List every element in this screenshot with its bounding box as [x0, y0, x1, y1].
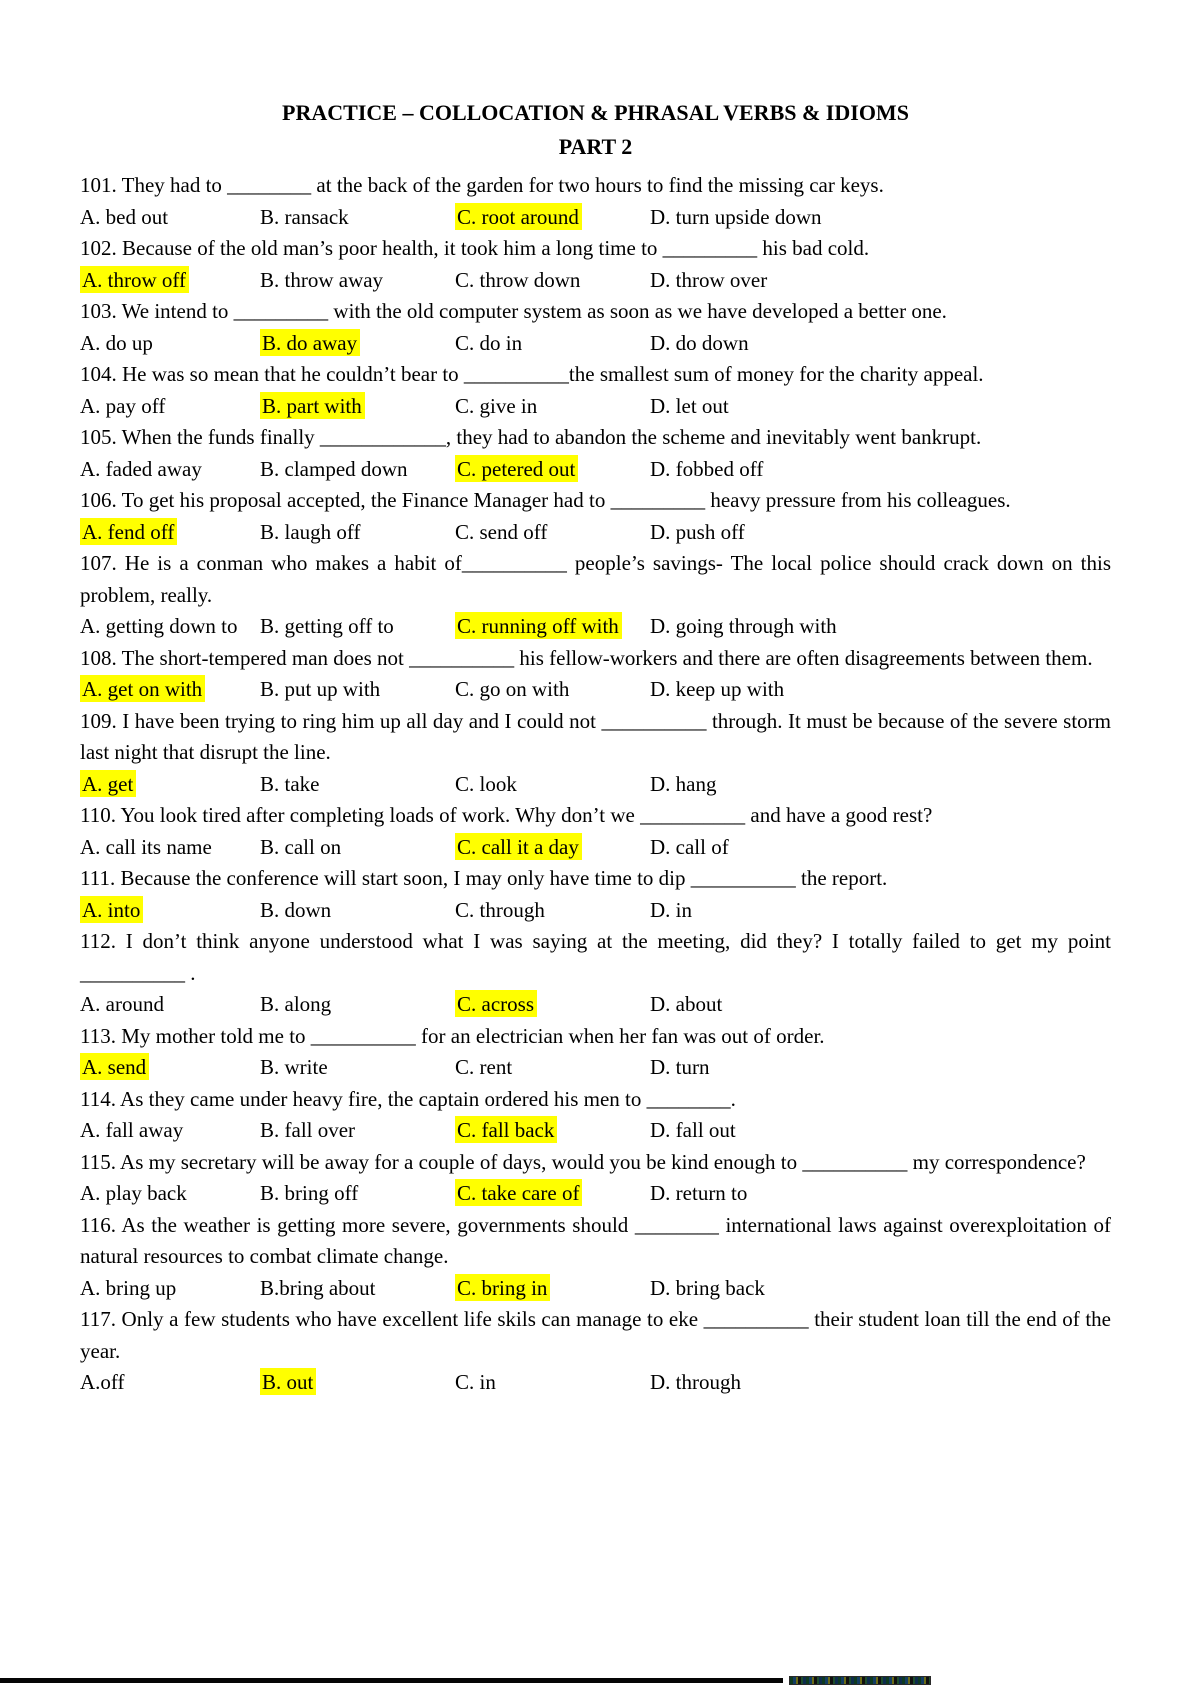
option-b-label: B. ransack — [260, 204, 349, 229]
option-c — [455, 1367, 650, 1399]
question-block — [80, 485, 1111, 548]
option-c — [455, 202, 650, 234]
option-b — [260, 265, 455, 297]
option-c — [455, 1115, 650, 1147]
option-c-label: C. take care of — [455, 1179, 582, 1206]
option-d — [650, 769, 1111, 801]
options-row — [80, 769, 1111, 801]
option-a — [80, 202, 260, 234]
option-c-label: C. running off with — [455, 612, 622, 639]
option-d-label: D. in — [650, 897, 692, 922]
option-d-label: D. going through with — [650, 614, 837, 638]
option-b — [260, 1367, 455, 1399]
option-a-label: A.off — [80, 1370, 125, 1394]
option-b-label: B. along — [260, 992, 332, 1016]
option-b — [260, 769, 455, 801]
option-b — [260, 1052, 455, 1084]
option-d-label: D. let out — [650, 393, 729, 418]
option-b — [260, 517, 455, 549]
option-a — [80, 1178, 260, 1210]
option-c-label: C. do in — [455, 330, 523, 355]
question-text: 112. I don’t think anyone understood what I was saying at the meeting, did they? I totally failed to get my point __________ . — [80, 929, 1111, 985]
option-b — [260, 202, 455, 234]
option-d-label: D. through — [650, 1370, 741, 1394]
option-a — [80, 1273, 260, 1305]
option-a-label: A. play back — [80, 1181, 187, 1205]
option-b — [260, 1178, 455, 1210]
option-b-label: B. call on — [260, 834, 342, 859]
question-text: 103. We intend to _________ with the old computer system as soon as we have developed a better one. — [80, 299, 947, 323]
option-c-label: C. give in — [455, 393, 538, 418]
option-c — [455, 895, 650, 927]
option-c — [455, 674, 650, 706]
question-block — [80, 926, 1111, 1021]
options-row — [80, 1367, 1111, 1399]
options-row — [80, 989, 1111, 1021]
option-d-label: D. fall out — [650, 1118, 736, 1142]
option-a — [80, 1052, 260, 1084]
option-d — [650, 989, 1111, 1021]
option-d — [650, 895, 1111, 927]
option-a — [80, 1367, 260, 1399]
option-c — [455, 517, 650, 549]
option-d-label: D. push off — [650, 519, 745, 544]
option-a-label: A. into — [80, 896, 143, 923]
option-a-label: A. get — [80, 770, 136, 797]
option-c-label: C. look — [455, 771, 517, 796]
question-block — [80, 863, 1111, 926]
option-b-label: B. getting off to — [260, 614, 394, 638]
question-block — [80, 1304, 1111, 1399]
question-text: 114. As they came under heavy fire, the captain ordered his men to ________. — [80, 1086, 736, 1111]
option-d-label: D. do down — [650, 330, 749, 355]
option-a — [80, 832, 260, 864]
option-b — [260, 454, 455, 486]
options-row — [80, 328, 1111, 360]
option-c-label: C. throw down — [455, 267, 581, 292]
option-d-label: D. keep up with — [650, 677, 785, 701]
option-a-label: A. send — [80, 1053, 149, 1080]
bottom-edge-bar — [0, 1678, 783, 1683]
question-block — [80, 1084, 1111, 1147]
options-row — [80, 1273, 1111, 1305]
option-b-label: B. clamped down — [260, 456, 408, 481]
option-a-label: A. bed out — [80, 204, 169, 229]
option-a-label: A. fend off — [80, 518, 177, 545]
option-c — [455, 1273, 650, 1305]
option-d — [650, 611, 1111, 643]
option-b — [260, 989, 455, 1021]
option-a-label: A. pay off — [80, 393, 166, 418]
option-b — [260, 832, 455, 864]
question-block — [80, 1210, 1111, 1305]
page-subtitle: PART 2 — [558, 134, 633, 159]
question-text: 116. As the weather is getting more severe, governments should ________ international laws against overexploitation of natural resources to combat climate change. — [80, 1212, 1111, 1268]
option-a — [80, 391, 260, 423]
option-a — [80, 1115, 260, 1147]
question-text: 113. My mother told me to __________ for an electrician when her fan was out of order. — [80, 1023, 825, 1048]
option-c — [455, 832, 650, 864]
option-b-label: B. part with — [260, 392, 365, 419]
option-a-label: A. do up — [80, 330, 153, 355]
option-a-label: A. faded away — [80, 456, 202, 481]
options-row — [80, 265, 1111, 297]
option-d-label: D. about — [650, 992, 723, 1016]
option-c — [455, 454, 650, 486]
option-a — [80, 517, 260, 549]
option-a-label: A. get on with — [80, 675, 205, 702]
option-d-label: D. call of — [650, 834, 729, 859]
question-text: 102. Because of the old man’s poor health, it took him a long time to _________ his bad cold. — [80, 236, 870, 260]
option-b-label: B. down — [260, 897, 332, 922]
question-text: 106. To get his proposal accepted, the Finance Manager had to _________ heavy pressure from his colleagues. — [80, 488, 1011, 512]
option-d — [650, 1115, 1111, 1147]
option-a — [80, 328, 260, 360]
option-b — [260, 1115, 455, 1147]
question-block — [80, 1147, 1111, 1210]
option-a-label: A. getting down to — [80, 614, 238, 638]
option-c-label: C. petered out — [455, 455, 578, 482]
option-d — [650, 1178, 1111, 1210]
option-b-label: B.bring about — [260, 1275, 376, 1300]
option-b — [260, 328, 455, 360]
option-c — [455, 769, 650, 801]
option-a — [80, 611, 260, 643]
options-row — [80, 611, 1111, 643]
options-row — [80, 454, 1111, 486]
option-c-label: C. send off — [455, 519, 548, 544]
option-a-label: A. bring up — [80, 1275, 177, 1300]
option-d — [650, 328, 1111, 360]
option-c-label: C. go on with — [455, 677, 570, 701]
options-row — [80, 1178, 1111, 1210]
option-d — [650, 1052, 1111, 1084]
option-c — [455, 989, 650, 1021]
option-d-label: D. return to — [650, 1181, 748, 1205]
question-block — [80, 548, 1111, 643]
option-c-label: C. root around — [455, 203, 582, 230]
question-text: 115. As my secretary will be away for a couple of days, would you be kind enough to __________ my correspondence? — [80, 1149, 1086, 1174]
option-d — [650, 517, 1111, 549]
bottom-status-segment — [790, 1677, 930, 1684]
question-block — [80, 422, 1111, 485]
options-row — [80, 674, 1111, 706]
option-d — [650, 454, 1111, 486]
option-d — [650, 202, 1111, 234]
question-block — [80, 706, 1111, 801]
option-d — [650, 832, 1111, 864]
option-d-label: D. fobbed off — [650, 456, 764, 481]
options-row — [80, 517, 1111, 549]
option-b — [260, 611, 455, 643]
question-block — [80, 643, 1111, 706]
option-b-label: B. put up with — [260, 677, 381, 701]
option-c — [455, 265, 650, 297]
option-c — [455, 611, 650, 643]
option-b-label: B. laugh off — [260, 519, 361, 544]
question-text: 111. Because the conference will start soon, I may only have time to dip __________ the report. — [80, 866, 888, 890]
option-d-label: D. bring back — [650, 1275, 765, 1300]
options-row — [80, 895, 1111, 927]
option-b-label: B. out — [260, 1368, 316, 1395]
question-text: 108. The short-tempered man does not __________ his fellow-workers and there are often disagreements between them. — [80, 645, 1093, 670]
option-c — [455, 1052, 650, 1084]
question-text: 101. They had to ________ at the back of the garden for two hours to find the missing car keys. — [80, 173, 884, 197]
option-c-label: C. across — [455, 990, 537, 1017]
option-a-label: A. fall away — [80, 1118, 184, 1142]
question-text: 117. Only a few students who have excellent life skils can manage to eke __________ their student loan till the end of the year. — [80, 1307, 1111, 1363]
option-d — [650, 674, 1111, 706]
option-b-label: B. write — [260, 1055, 328, 1079]
question-block — [80, 233, 1111, 296]
page-title: PRACTICE – COLLOCATION & PHRASAL VERBS & IDIOMS — [282, 100, 909, 125]
option-a — [80, 769, 260, 801]
option-a — [80, 265, 260, 297]
option-c-label: C. through — [455, 897, 545, 922]
option-b — [260, 1273, 455, 1305]
option-b-label: B. throw away — [260, 267, 384, 292]
questions-list — [80, 170, 1111, 1399]
option-a-label: A. call its name — [80, 834, 212, 859]
option-c — [455, 328, 650, 360]
option-b-label: B. bring off — [260, 1181, 359, 1205]
option-c — [455, 1178, 650, 1210]
question-text: 105. When the funds finally ____________, they had to abandon the scheme and inevitably went bankrupt. — [80, 425, 982, 449]
options-row — [80, 202, 1111, 234]
option-a — [80, 674, 260, 706]
question-block — [80, 800, 1111, 863]
option-c-label: C. bring in — [455, 1274, 550, 1301]
options-row — [80, 391, 1111, 423]
option-c-label: C. fall back — [455, 1116, 557, 1143]
option-d-label: D. turn upside down — [650, 204, 822, 229]
question-text: 104. He was so mean that he couldn’t bear to __________the smallest sum of money for the charity appeal. — [80, 362, 984, 386]
question-text: 107. He is a conman who makes a habit of__________ people’s savings- The local police should crack down on this problem, really. — [80, 551, 1111, 607]
option-d — [650, 265, 1111, 297]
option-d-label: D. turn — [650, 1055, 710, 1079]
question-block — [80, 296, 1111, 359]
option-d — [650, 1367, 1111, 1399]
option-b — [260, 391, 455, 423]
option-d — [650, 391, 1111, 423]
options-row — [80, 1115, 1111, 1147]
option-b-label: B. do away — [260, 329, 360, 356]
option-a — [80, 454, 260, 486]
question-block — [80, 170, 1111, 233]
question-text: 109. I have been trying to ring him up all day and I could not __________ through. It must be because of the severe storm last night that disrupt the line. — [80, 708, 1111, 764]
option-d-label: D. hang — [650, 771, 717, 796]
option-c-label: C. rent — [455, 1055, 513, 1079]
question-text: 110. You look tired after completing loads of work. Why don’t we __________ and have a good rest? — [80, 803, 933, 827]
option-a-label: A. throw off — [80, 266, 189, 293]
option-b-label: B. fall over — [260, 1118, 356, 1142]
option-c-label: C. call it a day — [455, 833, 582, 860]
option-b — [260, 895, 455, 927]
option-d — [650, 1273, 1111, 1305]
option-c — [455, 391, 650, 423]
options-row — [80, 1052, 1111, 1084]
option-a — [80, 895, 260, 927]
option-a — [80, 989, 260, 1021]
question-block — [80, 1021, 1111, 1084]
option-a-label: A. around — [80, 992, 164, 1016]
option-d-label: D. throw over — [650, 267, 768, 292]
question-block — [80, 359, 1111, 422]
option-b-label: B. take — [260, 771, 320, 796]
options-row — [80, 832, 1111, 864]
option-b — [260, 674, 455, 706]
option-c-label: C. in — [455, 1370, 496, 1394]
